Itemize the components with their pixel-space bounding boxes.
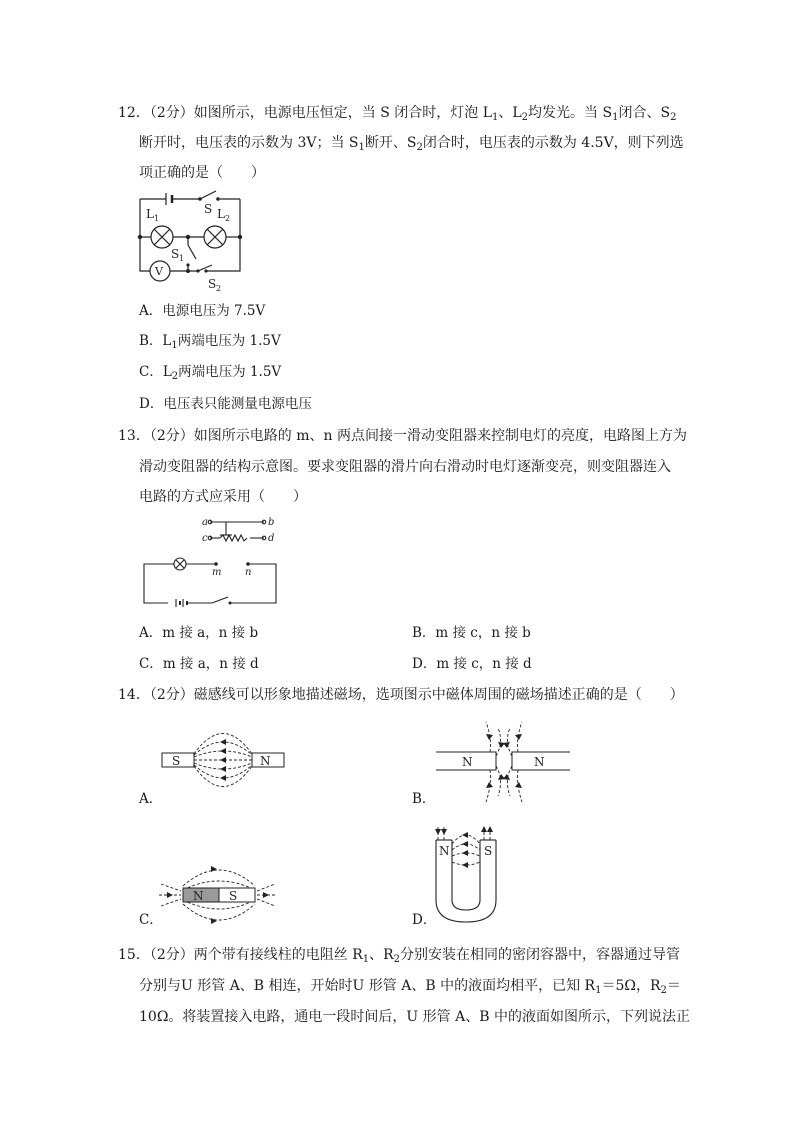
q12-option-a[interactable]: A．电源电压为 7.5V — [139, 303, 266, 319]
label-a: a — [202, 517, 208, 528]
q13-number: 13． — [118, 428, 150, 444]
q15-text: ＝5Ω，R — [601, 978, 661, 994]
q12-text: 、L — [498, 105, 522, 121]
label-S: S — [204, 202, 213, 216]
label-n: n — [245, 567, 252, 578]
q12-line1 — [118, 103, 676, 123]
q14-figure-c — [155, 860, 280, 930]
label-S1: S — [171, 247, 180, 261]
q12-option-d[interactable]: D．电压表只能测量电源电压 — [139, 396, 312, 412]
q13-line1 — [118, 426, 687, 446]
sub: 1 — [492, 112, 499, 123]
q12-text: 断开时，电压表的示数为 3V；当 S — [139, 135, 359, 151]
q12-text: 断开、S — [364, 135, 417, 151]
q15-text: 分别安装在相同的密闭容器中，容器通过导管 — [400, 947, 681, 963]
q13-option-c[interactable]: C．m 接 a，n 接 d — [139, 656, 259, 672]
q12-option-c[interactable] — [139, 362, 281, 382]
label-S2: S — [208, 277, 217, 291]
label-d: d — [268, 533, 275, 544]
q15-text: ＝ — [666, 978, 681, 994]
q14-option-b[interactable]: B． — [412, 791, 436, 807]
q14-figure-a — [160, 715, 285, 805]
q13-line3: 电路的方式应采用（ ） — [139, 489, 307, 505]
sub: 2 — [521, 112, 529, 123]
label-S: S — [229, 889, 238, 903]
q12-line3: 项正确的是（ ） — [139, 165, 265, 181]
q13-score: （2分） — [149, 428, 194, 444]
q12-text: 均发光。当 S — [528, 105, 613, 121]
q14-line1 — [118, 685, 684, 705]
sub: 1 — [595, 985, 602, 996]
q12-option-b[interactable] — [139, 331, 281, 351]
q13-option-b[interactable]: B．m 接 c，n 接 b — [412, 625, 531, 641]
q14-figure-b — [434, 718, 574, 808]
q13-line2: 滑动变阻器的结构示意图。要求变阻器的滑片向右滑动时电灯逐渐变亮，则变阻器连入 — [139, 459, 671, 475]
option-text: 两端电压为 1.5V — [178, 364, 282, 380]
sub: 1 — [171, 340, 178, 351]
sub: 2 — [660, 985, 667, 996]
q12-text: 闭合、S — [618, 105, 671, 121]
label-S: S — [484, 844, 493, 858]
sub: 1 — [612, 112, 619, 123]
q15-line3: 10Ω。将装置接入电路，通电一段时间后，U 形管 A、B 中的液面如图所示，下列说法正 — [139, 1009, 690, 1025]
option-text: 两端电压为 1.5V — [177, 333, 281, 349]
label-N: N — [462, 755, 473, 769]
q15-number: 15． — [118, 947, 150, 963]
label-N: N — [260, 754, 271, 768]
q13-option-a[interactable]: A．m 接 a，n 接 b — [139, 625, 259, 641]
q12-line2 — [139, 133, 684, 153]
q15-text: 、R — [369, 947, 394, 963]
q14-option-d[interactable]: D． — [412, 912, 437, 928]
q15-line1 — [118, 945, 680, 965]
q15-score: （2分） — [149, 947, 194, 963]
sub: 2 — [216, 284, 222, 293]
label-V: V — [155, 265, 163, 278]
label-L1: L — [146, 207, 154, 221]
sub: 2 — [171, 371, 179, 382]
q12-text: 闭合时，电压表的示数为 4.5V，则下列选 — [422, 135, 684, 151]
sub: 1 — [179, 254, 185, 263]
q12-circuit-diagram — [130, 185, 250, 295]
q14-score: （2分） — [149, 687, 194, 703]
sub: 2 — [416, 142, 423, 153]
sub: 2 — [225, 214, 231, 223]
label-L2: L — [217, 207, 225, 221]
sub: 1 — [154, 214, 160, 223]
sub: 2 — [670, 112, 677, 123]
q12-number: 12． — [118, 105, 150, 121]
q14-number: 14． — [118, 687, 150, 703]
q13-text: 如图所示电路的 m、n 两点间接一滑动变阻器来控制电灯的亮度，电路图上方为 — [193, 428, 687, 444]
q12-text: 如图所示，电源电压恒定，当 S 闭合时，灯泡 L — [193, 105, 492, 121]
q15-line2 — [139, 976, 681, 996]
q14-option-c[interactable]: C． — [139, 912, 163, 928]
q13-option-d[interactable]: D．m 接 c，n 接 d — [412, 656, 532, 672]
label-S: S — [172, 754, 181, 768]
label-N: N — [534, 755, 545, 769]
label-c: c — [202, 533, 208, 544]
label-m: m — [212, 567, 222, 578]
q12-score: （2分） — [149, 105, 194, 121]
q14-option-a[interactable]: A． — [139, 791, 163, 807]
q14-text: 磁感线可以形象地描述磁场，选项图示中磁体周围的磁场描述正确的是（ ） — [193, 687, 684, 703]
option-text: C．L — [139, 364, 172, 380]
label-N: N — [193, 889, 204, 903]
sub: 1 — [358, 142, 365, 153]
q15-text: 两个带有接线柱的电阻丝 R — [193, 947, 363, 963]
label-N: N — [439, 844, 450, 858]
q15-text: 分别与U 形管 A、B 相连，开始时U 形管 A、B 中的液面均相平，已知 R — [139, 978, 596, 994]
option-text: B．L — [139, 333, 172, 349]
q13-rheostat-circuit — [140, 515, 280, 610]
q14-figure-d — [428, 822, 518, 927]
sub: 2 — [393, 954, 401, 965]
sub: 1 — [362, 954, 370, 965]
label-b: b — [268, 517, 275, 528]
